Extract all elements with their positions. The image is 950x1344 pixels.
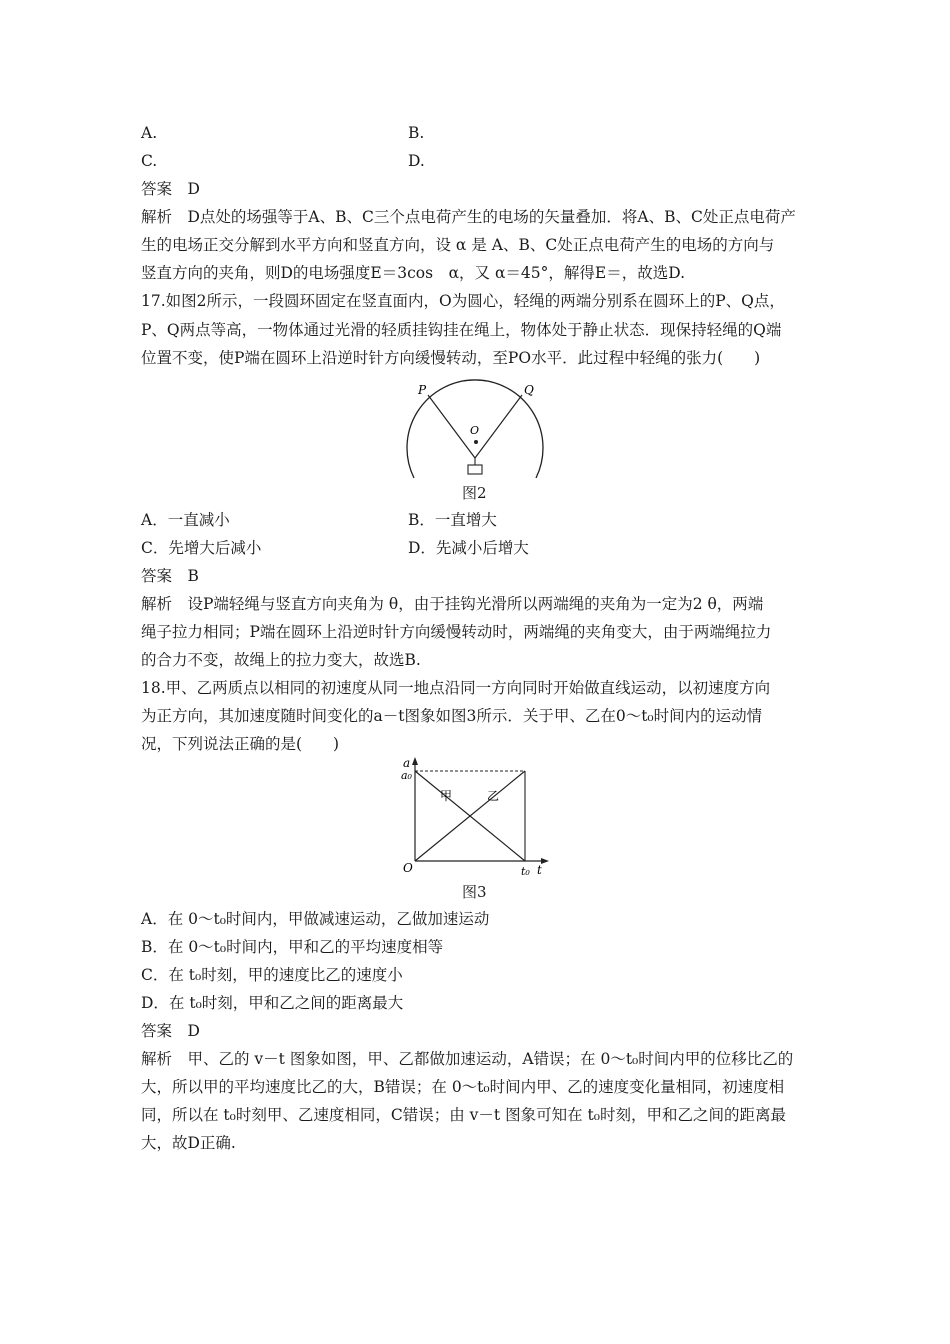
q16-answer: 答案 D (141, 180, 200, 198)
q17-stem-line-2: P、Q两点等高，一物体通过光滑的轻质挂钩挂在绳上，物体处于静止状态．现保持轻绳的Q端 (141, 321, 782, 339)
q17-stem-line-3: 位置不变，使P端在圆环上沿逆时针方向缓慢转动，至PO水平．此过程中轻绳的张力( ) (141, 349, 761, 367)
q16-option-b: B. (408, 124, 425, 142)
q16-option-c: C. (141, 152, 158, 170)
q17-option-d: D．先减小后增大 (408, 539, 529, 557)
axis-label-a: a (403, 756, 411, 770)
q16-option-a: A. (141, 124, 158, 142)
hanging-block (468, 465, 482, 474)
series-jia-label: 甲 (440, 789, 453, 803)
q16-option-d: D. (408, 152, 425, 170)
center-dot (474, 440, 478, 444)
label-p: P (418, 383, 427, 397)
q17-option-b: B．一直增大 (408, 511, 497, 529)
q18-explanation-line-3: 同，所以在 t₀时刻甲、乙速度相同，C错误；由 v－t 图象可知在 t₀时刻，甲和乙之间的距离最 (141, 1106, 786, 1124)
q18-explanation-line-4: 大，故D正确. (141, 1134, 236, 1152)
q18-a-t-chart (395, 755, 555, 880)
q18-answer: 答案 D (141, 1022, 200, 1040)
rope-left (428, 395, 475, 458)
label-o: O (470, 424, 480, 437)
q18-option-c: C．在 t₀时刻，甲的速度比乙的速度小 (141, 966, 403, 984)
q18-option-a: A．在 0～t₀时间内，甲做减速运动，乙做加速运动 (141, 910, 490, 928)
q18-stem-line-2: 为正方向，其加速度随时间变化的a－t图象如图3所示．关于甲、乙在0～t₀时间内的运动情 (141, 707, 763, 725)
x-axis-arrow (541, 858, 549, 864)
tick-label-t0: t₀ (521, 865, 530, 878)
q17-stem-line-1: 17.如图2所示，一段圆环固定在竖直面内，O为圆心，轻绳的两端分别系在圆环上的P、Q点， (141, 292, 785, 310)
axis-label-t: t (537, 863, 542, 877)
q17-explanation-line-3: 的合力不变，故绳上的拉力变大，故选B. (141, 651, 421, 669)
q17-explanation-line-2: 绳子拉力相同；P端在圆环上沿逆时针方向缓慢转动时，两端绳的夹角变大，由于两端绳拉力 (141, 623, 772, 641)
label-q: Q (524, 383, 534, 397)
q16-explanation-line-3: 竖直方向的夹角，则D的电场强度E＝3cos α，又 α＝45°，解得E＝，故选D. (141, 264, 686, 282)
q18-stem-line-3: 况，下列说法正确的是( ) (141, 735, 340, 753)
q18-explanation-line-2: 大，所以甲的平均速度比乙的大，B错误；在 0～t₀时间内甲、乙的速度变化量相同，初速度相 (141, 1078, 785, 1096)
q16-explanation-line-1: 解析 D点处的场强等于A、B、C三个点电荷产生的电场的矢量叠加．将A、B、C处正点电荷产 (141, 208, 796, 226)
series-yi-label: 乙 (487, 789, 500, 803)
q18-figure-caption: 图3 (462, 883, 487, 901)
q18-option-d: D．在 t₀时刻，甲和乙之间的距离最大 (141, 994, 404, 1012)
origin-label: O (403, 861, 413, 875)
q16-explanation-line-2: 生的电场正交分解到水平方向和竖直方向，设 α 是 A、B、C处正点电荷产生的电场的方向与 (141, 236, 775, 254)
tick-label-a0: a₀ (401, 769, 412, 782)
q18-option-b: B．在 0～t₀时间内，甲和乙的平均速度相等 (141, 938, 444, 956)
q18-explanation-line-1: 解析 甲、乙的 v－t 图象如图，甲、乙都做加速运动，A错误；在 0～t₀时间内甲的位移比乙的 (141, 1050, 794, 1068)
rope-right (475, 395, 522, 458)
q18-stem-line-1: 18.甲、乙两质点以相同的初速度从同一地点沿同一方向同时开始做直线运动，以初速度方向 (141, 679, 771, 697)
q17-option-a: A．一直减小 (141, 511, 230, 529)
q17-explanation-line-1: 解析 设P端轻绳与竖直方向夹角为 θ，由于挂钩光滑所以两端绳的夹角为一定为2 θ，两端 (141, 595, 764, 613)
y-axis-arrow (412, 757, 418, 765)
q17-answer: 答案 B (141, 567, 199, 585)
q17-figure-ring (398, 378, 578, 488)
q17-figure-caption: 图2 (462, 484, 487, 502)
q17-option-c: C．先增大后减小 (141, 539, 262, 557)
